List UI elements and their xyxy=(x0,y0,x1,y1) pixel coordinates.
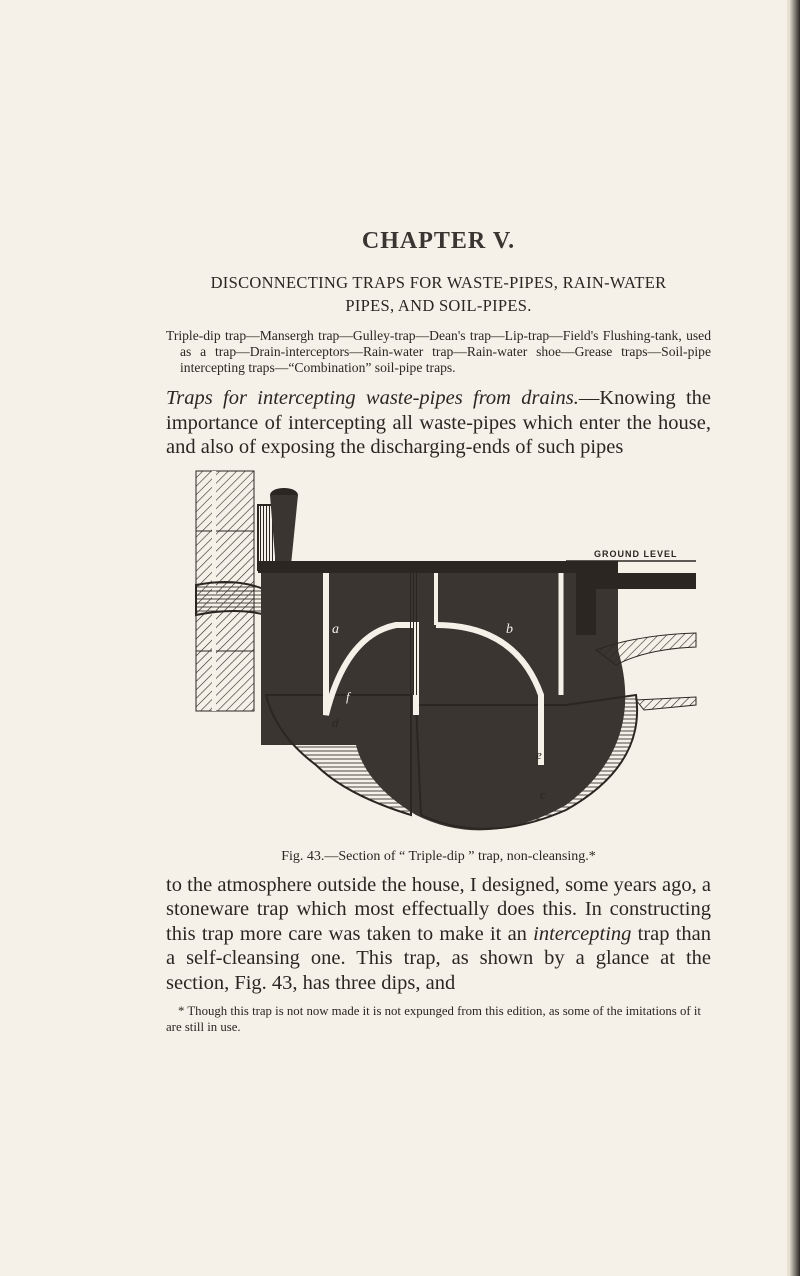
chapter-summary: Triple-dip trap—Mansergh trap—Gulley-trap—Dean's trap—Lip-trap—Field's Flushing-tank, used as a trap—Drain-interceptors—Rain-water trap—Rain-water shoe—Grease traps—Soil-pipe intercepting traps—“Combination” soil-pipe traps. xyxy=(166,328,711,375)
paragraph-2-end: trap than a self-cleansing one. This trap, as shown by a glance at the section, Fig. 43, has three dips, and xyxy=(166,922,711,994)
label-b: b xyxy=(506,621,513,637)
paragraph-2-italic: intercepting xyxy=(533,922,632,945)
book-page xyxy=(166,228,711,1035)
footnote: * Though this trap is not now made it is not expunged from this edition, as some of the imitations of it are still in use. xyxy=(166,1004,701,1034)
inlet-pipe xyxy=(258,488,298,570)
label-ground-level: GROUND LEVEL xyxy=(594,548,678,559)
figure-43 xyxy=(166,465,711,843)
section-heading: Traps for intercepting waste-pipes from drains. xyxy=(166,387,579,409)
label-e: e xyxy=(536,746,542,762)
label-f: f xyxy=(346,688,350,704)
figure-caption: Fig. 43.—Section of “ Triple-dip ” trap, non-cleansing.* xyxy=(281,848,596,864)
paragraph-2 xyxy=(166,873,711,996)
paragraph-1 xyxy=(166,386,711,460)
paragraph-2-start: to the atmosphere outside the house, I designed, some years ago, a stoneware trap which most effectually does this. In constructing this trap more care was taken to make it an xyxy=(166,873,711,945)
page-edge-shadow xyxy=(790,0,800,1276)
chapter-title-line-1: DISCONNECTING TRAPS FOR WASTE-PIPES, RAIN-WATER xyxy=(210,273,667,292)
trap-section-illustration xyxy=(166,465,711,843)
label-a: a xyxy=(332,621,339,637)
label-d: d xyxy=(332,714,339,730)
label-c: c xyxy=(540,786,546,802)
paragraph-1-text: —Knowing the importance of intercepting all waste-pipes which enter the house, and also of exposing the discharging-ends of such pipes xyxy=(166,387,711,458)
top-slab xyxy=(258,561,618,573)
chapter-heading: CHAPTER V. xyxy=(361,228,516,254)
chapter-title xyxy=(166,271,711,317)
chapter-title-line-2: PIPES, AND SOIL-PIPES. xyxy=(345,296,532,315)
